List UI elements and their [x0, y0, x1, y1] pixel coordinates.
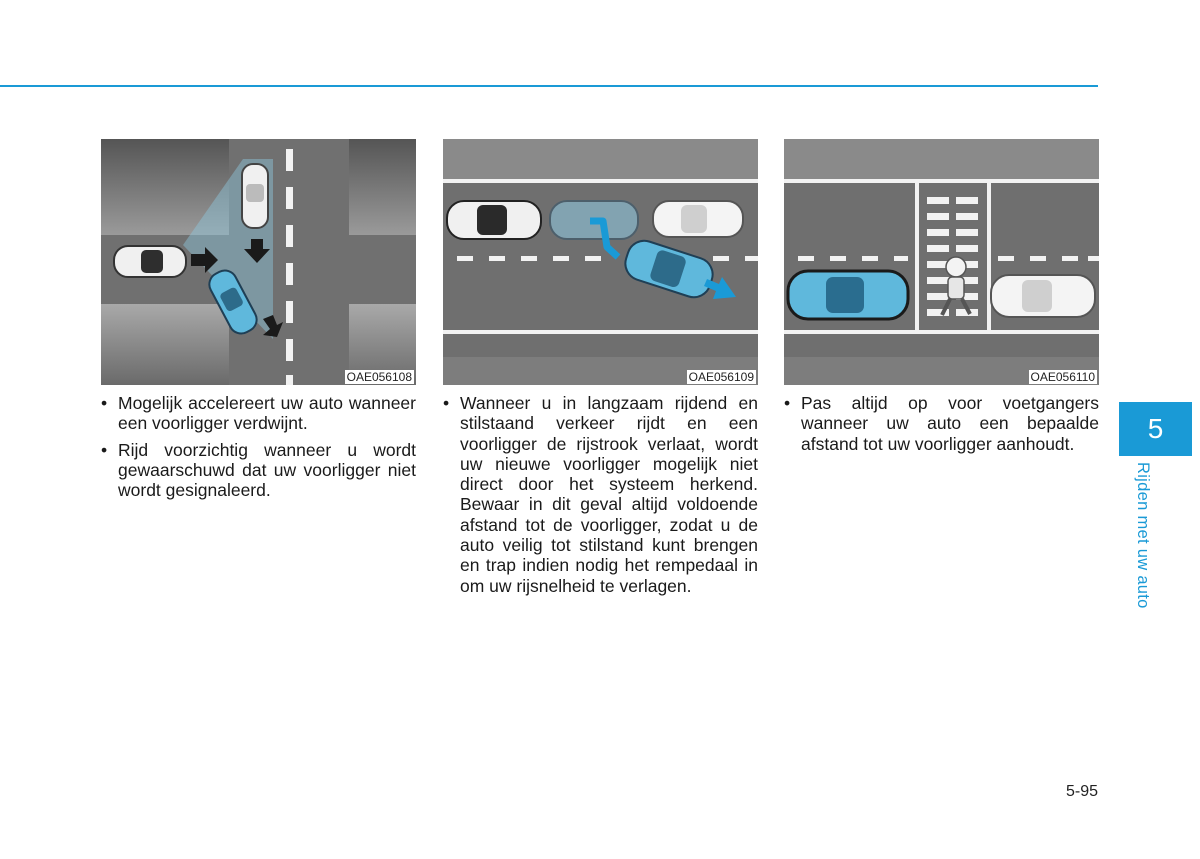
- text-column-3: [784, 393, 1099, 460]
- figure-code: OAE056108: [346, 370, 412, 384]
- bullet-item: • Wanneer u in langzaam rijdend en stilstaand verkeer rijdt en een voorligger de rijstrook verlaat, wordt uw nieuwe voorligger mogelijk niet direct door het systeem herkend. Bewaar in dit geval altijd voldoende afstand tot de voorligger, zodat u de auto veilig tot stilstand kunt brengen en trap indien nodig het rempedaal in om uw rijsnelheid te verlagen.: [443, 393, 758, 596]
- figure-intersection: [101, 139, 416, 385]
- intersection-illustration: [101, 139, 416, 385]
- pedestrian-illustration: [784, 139, 1099, 385]
- chapter-number-tab: 5: [1119, 402, 1192, 456]
- lane-change-illustration: [443, 139, 758, 385]
- own-car: [788, 271, 908, 319]
- figure-lane-change: [443, 139, 758, 385]
- bullet-item: • Pas altijd op voor voetgangers wanneer uw auto een bepaalde afstand tot uw voorligger aanhoudt.: [784, 393, 1099, 454]
- front-car-leaving: [242, 164, 268, 228]
- bullet-item: • Rijd voorzichtig wanneer u wordt gewaarschuwd dat uw voorligger niet wordt gesignaleerd.: [101, 440, 416, 501]
- own-car: [114, 246, 186, 277]
- bullet-item: • Mogelijk accelereert uw auto wanneer een voorligger verdwijnt.: [101, 393, 416, 434]
- front-car: [991, 275, 1095, 317]
- text-column-2: [443, 393, 758, 602]
- figure-code: OAE056110: [1030, 370, 1095, 384]
- page-number: 5-95: [1065, 783, 1098, 800]
- figure-code: OAE056109: [688, 370, 754, 384]
- new-front-car: [653, 201, 743, 237]
- header-rule: [0, 85, 1098, 87]
- text-column-1: [101, 393, 416, 506]
- figure-pedestrian: [784, 139, 1099, 385]
- chapter-title: Rijden met uw auto: [1134, 462, 1152, 609]
- own-car: [447, 201, 541, 239]
